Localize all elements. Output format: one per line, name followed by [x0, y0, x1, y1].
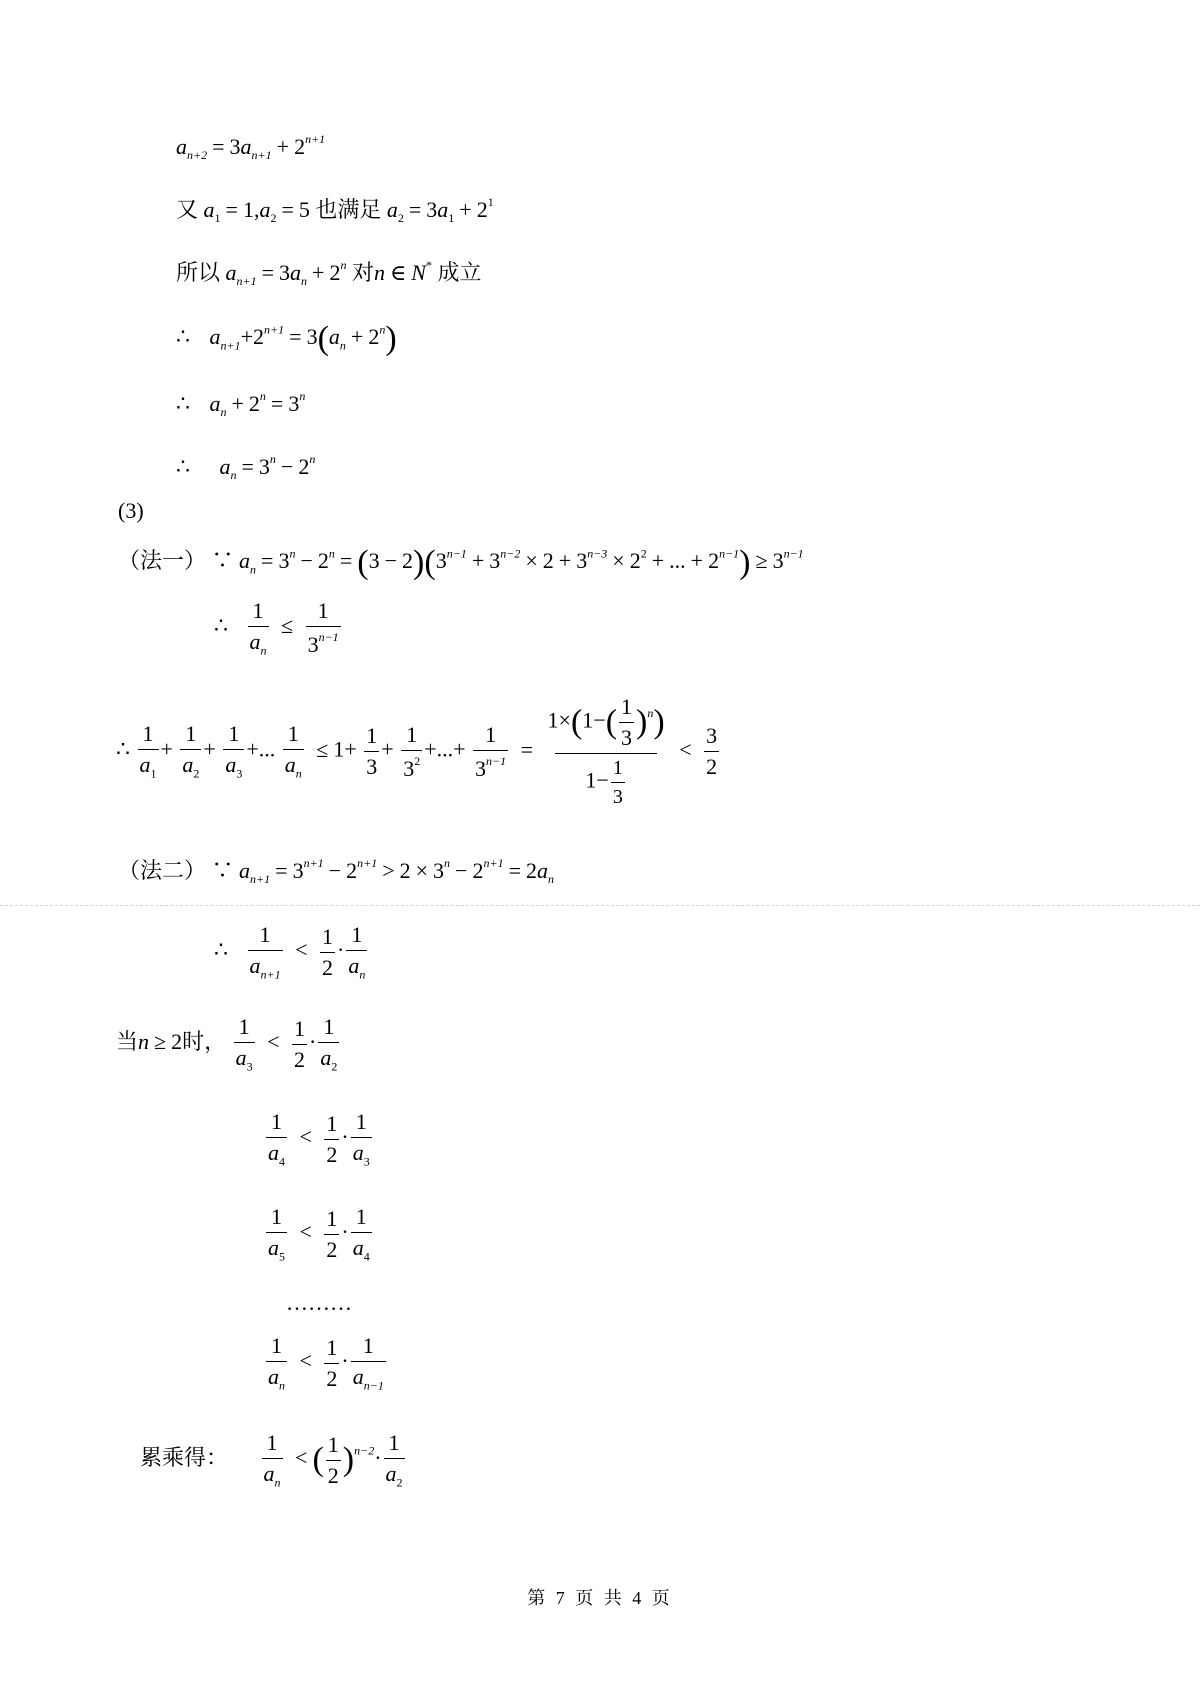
therefore-symbol: ∴: [214, 613, 228, 639]
text-satisfies: 也满足: [315, 196, 382, 222]
equation-recurrence-n2: $a_{n+2} = 3a_{n+1} + 2^{n+1}$: [176, 132, 326, 163]
method2-label: （法二）: [118, 857, 207, 883]
method1-inequality: （法一） ∵ $a_n = 3^n - 2^n = (3 - 2)(3^{n-1} + 3^{n-2} \times 2 + 3^{n-3} \times 2^2$ + ... + $2^{n-1}) \ge 3^{n-1}$: [118, 544, 804, 581]
because-symbol: ∵: [211, 857, 234, 883]
footer-current-page: 7: [555, 1588, 568, 1608]
equation-initial-values: 又 $a_1 = 1,a_2 = 5$ 也满足 $a_2 = 3a_1 + 2^1$: [176, 195, 494, 226]
therefore-symbol: ∴: [176, 390, 190, 416]
text-cumulative: 累乘得：: [140, 1445, 229, 1471]
footer-total-pages: 4: [632, 1588, 645, 1608]
chain-row-an: $\frac{1}{a_n}$ < $\frac{1}{2}$ · $\frac{1}{a_{n-1}}$: [268, 1333, 384, 1393]
text-holds: 成立: [437, 259, 482, 285]
therefore-symbol: ∴: [116, 736, 130, 762]
step-label: (3): [118, 498, 144, 523]
chain-ellipsis: ………: [286, 1290, 352, 1315]
text-so: 所以: [176, 259, 221, 285]
because-symbol: ∵: [211, 548, 234, 574]
equation-closed-form: ∴ $a_n = 3^n - 2^n$: [176, 452, 316, 483]
therefore-symbol: ∴: [176, 453, 190, 479]
footer-prefix: 第: [527, 1588, 549, 1608]
chain-row-a5: $\frac{1}{a_5}$ < $\frac{1}{2}$ · $\frac{1}{a_4}$: [268, 1204, 370, 1264]
method1-label: （法一）: [118, 548, 207, 574]
text-when-tail: 时，: [182, 1029, 227, 1055]
method1-reciprocal-bound: ∴ $\frac{1}{a_n}$ ≤ $\frac{1}{3^{n-1}}$: [214, 598, 339, 658]
cumulative-product: 累乘得： $\frac{1}{a_n}$ < ( $\frac{1}{2}$ )$^{n-2}$· $\frac{1}{a_2}$: [140, 1430, 403, 1490]
chain-row-a3: 当n ≥ 2时， $\frac{1}{a_3}$ < $\frac{1}{2}$ · $\frac{1}{a_2}$: [116, 1014, 338, 1074]
footer-mid: 页 共: [575, 1588, 625, 1608]
chain-row-a4: $\frac{1}{a_4}$ < $\frac{1}{2}$ · $\frac{1}{a_3}$: [268, 1109, 370, 1169]
text-also: 又: [176, 196, 199, 222]
footer-suffix: 页: [651, 1588, 673, 1608]
equation-geometric-form: ∴ $a_{n+1}+2^{n+1} = 3(a_n + 2^n)$: [176, 320, 397, 357]
therefore-symbol: ∴: [214, 937, 228, 963]
text-when: 当: [116, 1029, 139, 1055]
method1-sum-bound: ∴ $\frac{1}{a_1}$ + $\frac{1}{a_2}$ + $\frac{1}{a_3}$ +... $\frac{1}{a_n}$ ≤ 1+ $\frac{1}{3}$ + $\frac{1}{3^2}$ +...+ $\frac{1}{3^{n-1}}$ = 1×(1−( $\frac{1}{3}$ )$^n$) 1− $\frac{1}{3}$ < $\frac{3}{2}$: [116, 694, 718, 808]
method2-ratio-bound: ∴ $\frac{1}{a_{n+1}}$ < $\frac{1}{2}$ · $\frac{1}{a_n}$: [214, 922, 366, 982]
page-footer: [0, 1584, 1200, 1610]
equation-general-recurrence: 所以 $a_{n+1} = 3a_n + 2^n$ 对n ∈ N* 成立: [176, 258, 482, 289]
page-divider: [0, 905, 1200, 906]
text-for: 对: [351, 259, 374, 285]
therefore-symbol: ∴: [176, 324, 190, 350]
method2-inequality: （法二） ∵ $a_{n+1} = 3^{n+1} - 2^{n+1} > 2 \times 3^n - 2^{n+1} = 2a_n$: [118, 856, 554, 887]
equation-sum-power: ∴ $a_n + 2^n = 3^n$: [176, 389, 306, 420]
